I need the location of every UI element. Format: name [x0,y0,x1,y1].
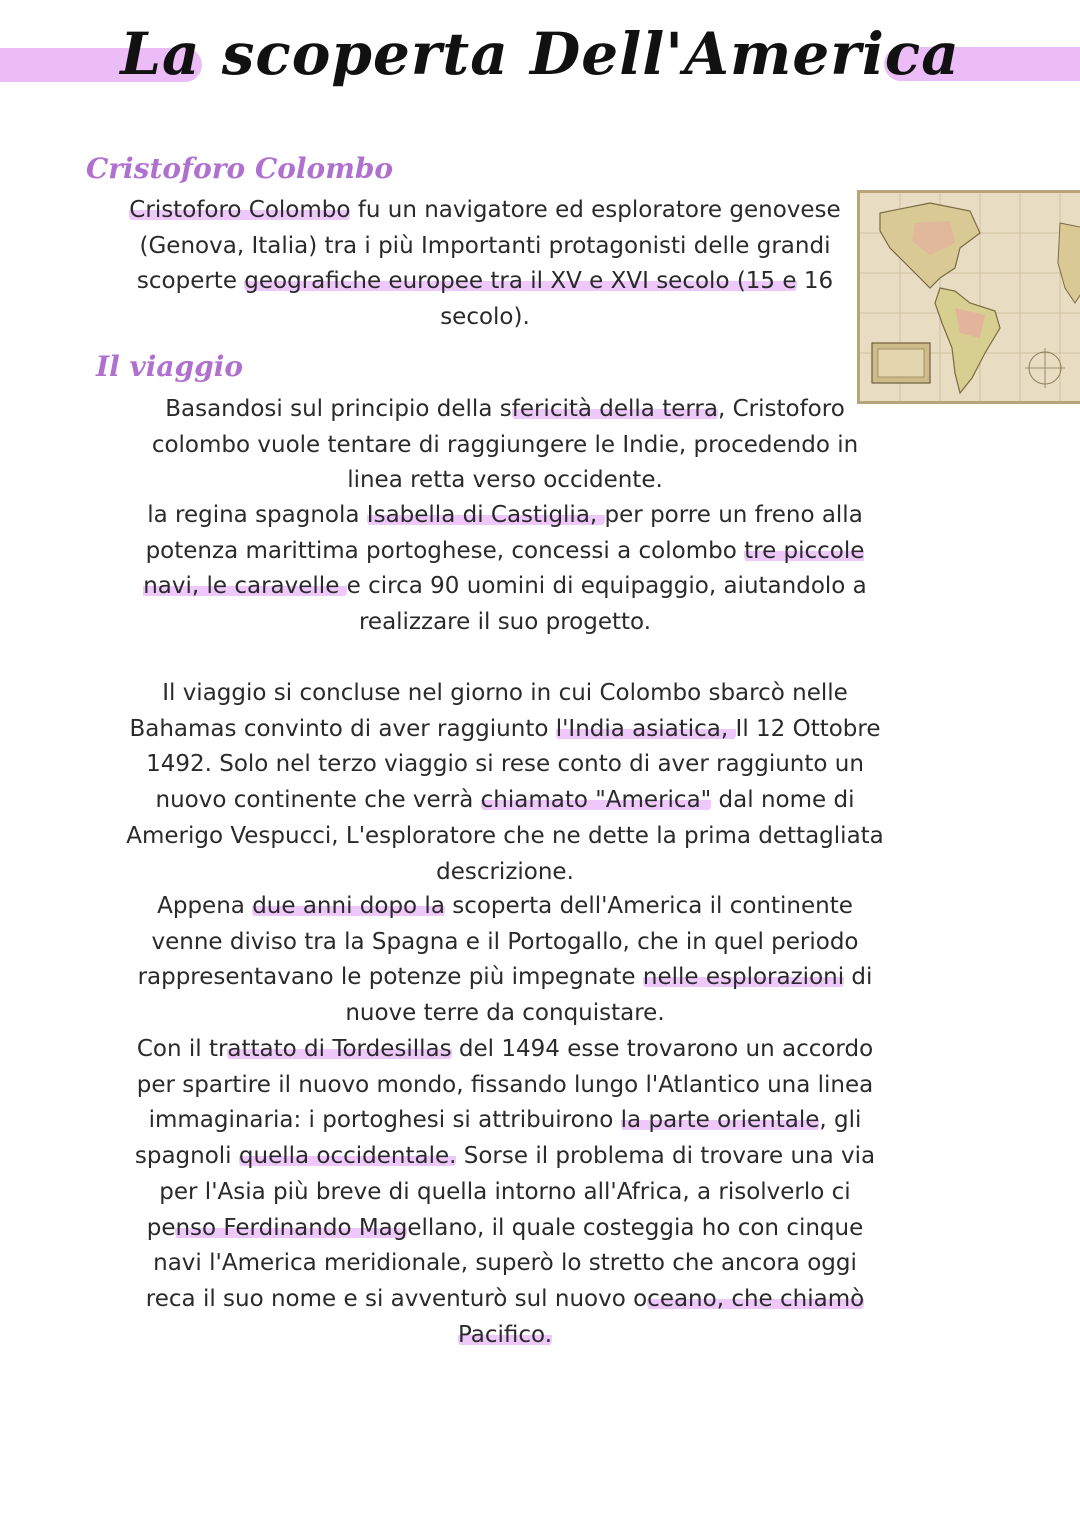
text-segment: per porre un freno alla potenza marittima portoghese, concessi a colombo [145,502,863,564]
highlighted-text: attato di Tordesillas [227,1036,452,1062]
highlighted-text: geografiche europee tra il XV e XVI secolo (15 e [244,268,797,295]
text-segment: ellano, il quale costeggia ho con cinque navi l'America meridionale, superò lo stretto che ancora oggi reca il suo nome e si avventurò sul nuovo o [145,1214,864,1312]
text-segment: dal nome di Amerigo Vespucci, L'esploratore che ne dette la prima dettagliata descrizione. [126,787,884,885]
paragraph-viaggio-3 [125,676,885,890]
highlighted-text: nelle esplorazioni [642,964,845,991]
text-segment: Il viaggio si concluse nel giorno in cui Colombo sbarcò nelle Bahamas convinto di aver raggiunto [129,680,848,742]
page-title: La scoperta Dell'America [120,20,960,88]
highlighted-text: la parte orientale [620,1107,820,1134]
highlighted-text: fericità della terra [511,396,718,422]
paragraph-viaggio-4 [125,889,885,1032]
text-segment: Sorse il problema di trovare una via per l'Asia più breve di quella intorno all'Africa, a risolverlo ci pe [146,1143,876,1241]
heading-il-viaggio: Il viaggio [96,350,243,383]
highlighted-text: quella occidentale. [238,1143,457,1170]
text-segment: Basandosi sul principio della s [165,396,512,422]
paragraph-viaggio-2 [130,498,880,641]
highlighted-text: nso Ferdinando Mag [175,1214,408,1241]
highlighted-text: chiamato "America" [480,787,712,814]
text-segment: Appena [157,893,253,919]
highlighted-text: Pacifico. [457,1321,553,1348]
highlighted-text: tre piccole navi, le caravelle [143,537,865,600]
paragraph-viaggio-1 [130,392,880,499]
text-segment: fu un navigatore ed esploratore genovese (Genova, Italia) tra i più Importanti protagonisti delle grandi scoperte [136,197,841,295]
highlighted-text: l'India asiatica, [555,715,736,742]
highlighted-text: ceano, che chiamò [647,1285,865,1312]
map-image [857,190,1080,404]
text-segment: la regina spagnola [147,502,367,528]
text-segment: del 1494 esse trovarono un accordo per spartire il nuovo mondo, fissando lungo l'Atlantico una linea immaginaria: i portoghesi si attribuirono [136,1036,874,1134]
highlighted-text: due anni dopo la [252,893,445,919]
heading-cristoforo-colombo: Cristoforo Colombo [86,152,394,185]
text-segment: 16 secolo). [440,268,834,331]
text-segment: Il 12 Ottobre 1492. Solo nel terzo viaggio si rese conto di aver raggiunto un nuovo continente che verrà [146,715,881,814]
text-segment: scoperta dell'America il continente venne diviso tra la Spagna e il Portogallo, che in quel periodo rappresentavano le potenze più impegnate [137,893,859,991]
paragraph-colombo-intro [95,193,875,336]
text-segment: Con il tr [136,1036,228,1062]
highlighted-text: Cristoforo Colombo [129,197,351,223]
text-segment: , Cristoforo colombo vuole tentare di raggiungere le Indie, procedendo in linea retta verso occidente. [151,396,859,494]
paragraph-viaggio-5 [125,1032,885,1353]
text-segment: e circa 90 uomini di equipaggio, aiutandolo a realizzare il suo progetto. [346,573,867,636]
highlighted-text: Isabella di Castiglia, [366,502,605,528]
text-segment: , gli spagnoli [134,1107,862,1170]
antique-map-illustration [860,193,1080,404]
text-segment: di nuove terre da conquistare. [345,964,873,1027]
